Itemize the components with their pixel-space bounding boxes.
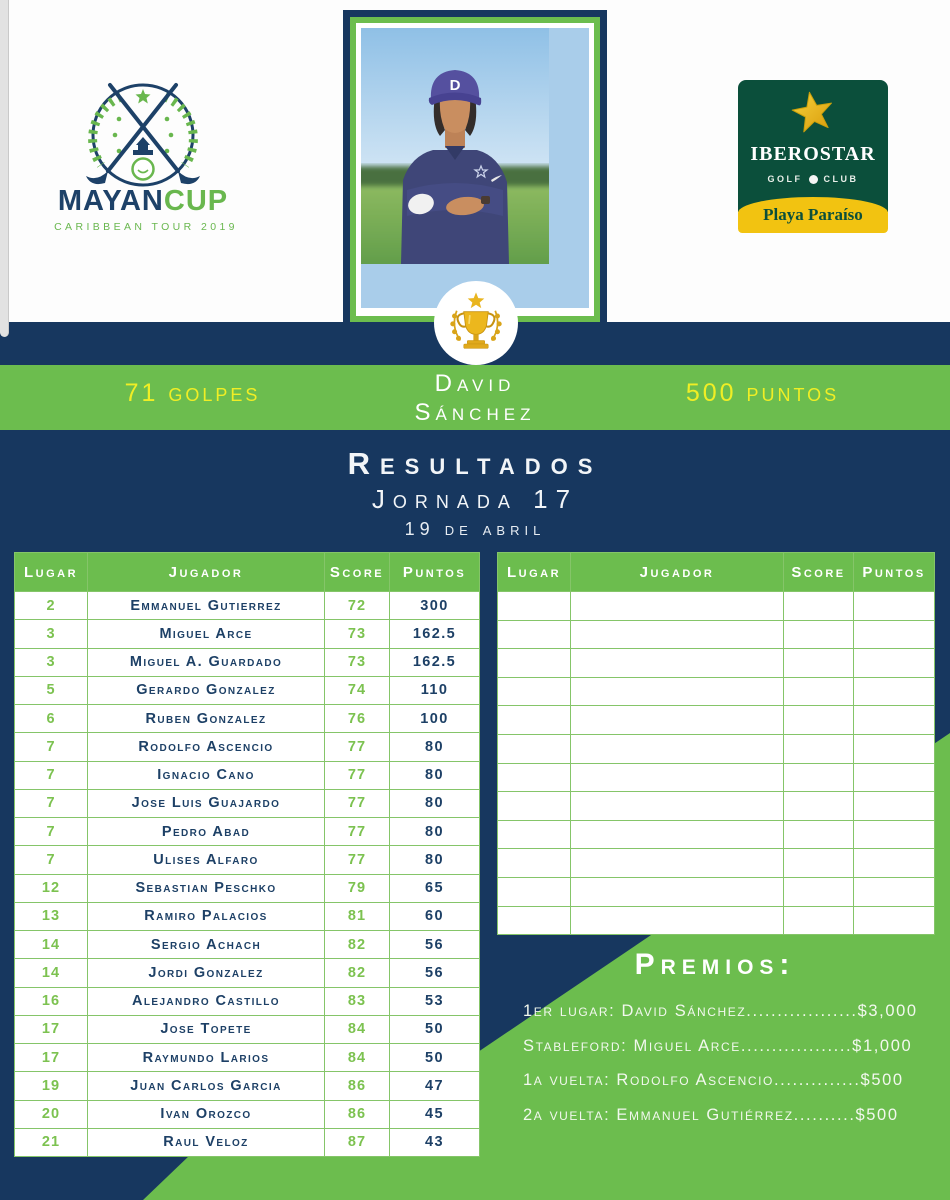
table-cell: Alejandro Castillo — [88, 988, 324, 1015]
table-cell: 17 — [15, 1044, 87, 1071]
starfish-icon — [788, 88, 838, 138]
table-cell: 7 — [15, 790, 87, 817]
table-cell: 16 — [15, 988, 87, 1015]
table-cell: 74 — [325, 677, 389, 704]
table-cell: 80 — [390, 762, 479, 789]
table-cell: 86 — [325, 1101, 389, 1128]
table-cell: 7 — [15, 818, 87, 845]
table-cell — [854, 878, 934, 906]
results-table-left — [14, 552, 480, 1157]
table-cell — [571, 821, 783, 849]
table-cell — [784, 907, 853, 935]
prize-line: Stableford: Miguel Arce..................$1,000 — [523, 1036, 913, 1055]
table-cell — [571, 849, 783, 877]
table-cell: Rodolfo Ascencio — [88, 733, 324, 760]
table-cell: 56 — [390, 931, 479, 958]
table-cell — [854, 821, 934, 849]
results-date: 19 de abril — [404, 519, 546, 539]
table-cell — [854, 849, 934, 877]
table-cell: Miguel Arce — [88, 620, 324, 647]
cap-letter: D — [449, 77, 461, 94]
table-cell: 17 — [15, 1016, 87, 1043]
table-cell: 77 — [325, 818, 389, 845]
table-cell: Jose Topete — [88, 1016, 324, 1043]
table-cell: 81 — [325, 903, 389, 930]
mayan-pyramid-steps — [133, 137, 153, 155]
golf-ball-icon — [133, 159, 154, 180]
star-icon — [468, 292, 485, 308]
table-cell — [571, 764, 783, 792]
club-label: CLUB — [823, 174, 859, 184]
winner-name — [365, 369, 585, 427]
column-header: Jugador — [88, 553, 324, 591]
results-subtitle: Jornada 17 — [371, 484, 579, 514]
mayan-cup-title: MAYANCUP — [57, 185, 229, 217]
column-header: Puntos — [854, 553, 934, 591]
results-title: Resultados — [347, 446, 603, 481]
table-cell: 65 — [390, 875, 479, 902]
table-cell — [498, 849, 570, 877]
table-cell: 162.5 — [390, 649, 479, 676]
table-cell: 80 — [390, 818, 479, 845]
table-cell: 13 — [15, 903, 87, 930]
table-cell — [498, 878, 570, 906]
table-cell: 77 — [325, 762, 389, 789]
table-cell: 84 — [325, 1044, 389, 1071]
table-cell: Gerardo Gonzalez — [88, 677, 324, 704]
column-header: Puntos — [390, 553, 479, 591]
table-cell: Ignacio Cano — [88, 762, 324, 789]
column-header: Lugar — [498, 553, 570, 591]
table-cell: 21 — [15, 1129, 87, 1156]
winner-strokes: 71 golpes — [124, 379, 261, 407]
table-cell — [854, 649, 934, 677]
table-cell: 86 — [325, 1072, 389, 1099]
table-cell: 2 — [15, 592, 87, 619]
table-cell — [498, 792, 570, 820]
table-cell — [571, 792, 783, 820]
table-cell — [498, 706, 570, 734]
table-cell: 162.5 — [390, 620, 479, 647]
table-cell: Jordi Gonzalez — [88, 959, 324, 986]
table-cell — [784, 706, 853, 734]
table-cell: 79 — [325, 875, 389, 902]
table-cell: Emmanuel Gutierrez — [88, 592, 324, 619]
table-cell: 50 — [390, 1044, 479, 1071]
prize-line: 1er lugar: David Sánchez..................$3,000 — [523, 1002, 918, 1020]
table-cell: 47 — [390, 1072, 479, 1099]
table-cell: Juan Carlos Garcia — [88, 1072, 324, 1099]
table-cell: 80 — [390, 846, 479, 873]
table-cell: Pedro Abad — [88, 818, 324, 845]
table-cell — [498, 678, 570, 706]
table-cell: 19 — [15, 1072, 87, 1099]
table-cell: 60 — [390, 903, 479, 930]
column-header: Jugador — [571, 553, 783, 591]
table-cell — [784, 592, 853, 620]
table-cell — [571, 907, 783, 935]
mayan-cup-logo — [48, 72, 238, 242]
table-cell: Ulises Alfaro — [88, 846, 324, 873]
table-cell: 3 — [15, 620, 87, 647]
table-cell: 73 — [325, 649, 389, 676]
winner-first-name: David — [434, 370, 516, 397]
table-cell — [854, 678, 934, 706]
table-cell: 12 — [15, 875, 87, 902]
table-cell: 300 — [390, 592, 479, 619]
trophy-badge — [434, 281, 518, 365]
table-cell: Miguel A. Guardado — [88, 649, 324, 676]
table-cell — [784, 792, 853, 820]
table-cell — [571, 878, 783, 906]
column-header: Score — [784, 553, 853, 591]
table-cell: Ruben Gonzalez — [88, 705, 324, 732]
mayan-cup-tagline: CARIBBEAN TOUR 2019 — [54, 221, 238, 233]
winner-last-name: Sánchez — [414, 399, 536, 426]
table-cell — [571, 678, 783, 706]
table-cell: 73 — [325, 620, 389, 647]
table-cell — [498, 592, 570, 620]
table-cell — [571, 706, 783, 734]
table-cell: 100 — [390, 705, 479, 732]
table-cell: 53 — [390, 988, 479, 1015]
winner-points: 500 puntos — [685, 379, 840, 407]
table-cell: 3 — [15, 649, 87, 676]
table-cell: 20 — [15, 1101, 87, 1128]
table-cell — [498, 764, 570, 792]
table-cell: 77 — [325, 733, 389, 760]
golf-label: GOLF — [767, 174, 803, 184]
table-cell — [498, 907, 570, 935]
iberostar-name: IBEROSTAR — [750, 143, 876, 165]
iberostar-golf-club — [738, 174, 888, 184]
table-cell: 7 — [15, 846, 87, 873]
table-cell: Raymundo Larios — [88, 1044, 324, 1071]
table-cell — [571, 735, 783, 763]
star-icon — [136, 89, 151, 104]
table-cell — [784, 649, 853, 677]
table-cell: 87 — [325, 1129, 389, 1156]
table-cell — [784, 764, 853, 792]
table-cell — [571, 592, 783, 620]
table-cell: 56 — [390, 959, 479, 986]
table-cell: 77 — [325, 846, 389, 873]
table-cell — [498, 821, 570, 849]
playa-paraiso-label: Playa Paraíso — [763, 205, 863, 224]
table-cell — [784, 821, 853, 849]
table-cell: 84 — [325, 1016, 389, 1043]
table-cell: Sebastian Peschko — [88, 875, 324, 902]
table-cell — [498, 735, 570, 763]
table-cell: 14 — [15, 959, 87, 986]
prize-line: 1a vuelta: Rodolfo Ascencio..............$500 — [523, 1071, 904, 1089]
table-cell: 76 — [325, 705, 389, 732]
trophy-icon — [441, 288, 511, 358]
table-cell: 110 — [390, 677, 479, 704]
results-table-right — [497, 552, 935, 935]
table-cell — [498, 621, 570, 649]
table-cell: 82 — [325, 931, 389, 958]
winner-photo — [361, 28, 589, 308]
table-cell — [571, 649, 783, 677]
table-cell: 7 — [15, 733, 87, 760]
table-cell — [854, 792, 934, 820]
table-cell: 72 — [325, 592, 389, 619]
table-cell — [784, 849, 853, 877]
table-cell: 5 — [15, 677, 87, 704]
iberostar-logo — [738, 80, 888, 233]
table-cell: 82 — [325, 959, 389, 986]
table-cell: 80 — [390, 790, 479, 817]
table-cell: 77 — [325, 790, 389, 817]
table-cell: Sergio Achach — [88, 931, 324, 958]
winner-photo-frame — [343, 10, 607, 322]
golf-ball-icon — [809, 175, 818, 184]
premios-title: Premios: — [634, 948, 796, 981]
prize-line: 2a vuelta: Emmanuel Gutiérrez..........$500 — [523, 1105, 899, 1124]
scrollbar-thumb[interactable] — [0, 0, 9, 337]
table-cell — [854, 621, 934, 649]
column-header: Score — [325, 553, 389, 591]
column-header: Lugar — [15, 553, 87, 591]
table-cell: 80 — [390, 733, 479, 760]
table-cell — [854, 907, 934, 935]
table-cell: Ivan Orozco — [88, 1101, 324, 1128]
table-cell — [784, 735, 853, 763]
table-cell — [784, 678, 853, 706]
table-cell: 7 — [15, 762, 87, 789]
table-cell — [854, 735, 934, 763]
table-cell — [571, 621, 783, 649]
table-cell — [854, 764, 934, 792]
table-cell: Jose Luis Guajardo — [88, 790, 324, 817]
table-cell: 14 — [15, 931, 87, 958]
table-cell: 6 — [15, 705, 87, 732]
table-cell — [854, 592, 934, 620]
table-cell — [854, 706, 934, 734]
table-cell: 43 — [390, 1129, 479, 1156]
table-cell: Ramiro Palacios — [88, 903, 324, 930]
table-cell: 45 — [390, 1101, 479, 1128]
table-cell: 50 — [390, 1016, 479, 1043]
table-cell — [784, 878, 853, 906]
table-cell: Raul Veloz — [88, 1129, 324, 1156]
premios-list — [523, 994, 938, 1132]
table-cell: 83 — [325, 988, 389, 1015]
table-cell — [784, 621, 853, 649]
playa-paraiso-band — [738, 197, 888, 233]
table-cell — [498, 649, 570, 677]
